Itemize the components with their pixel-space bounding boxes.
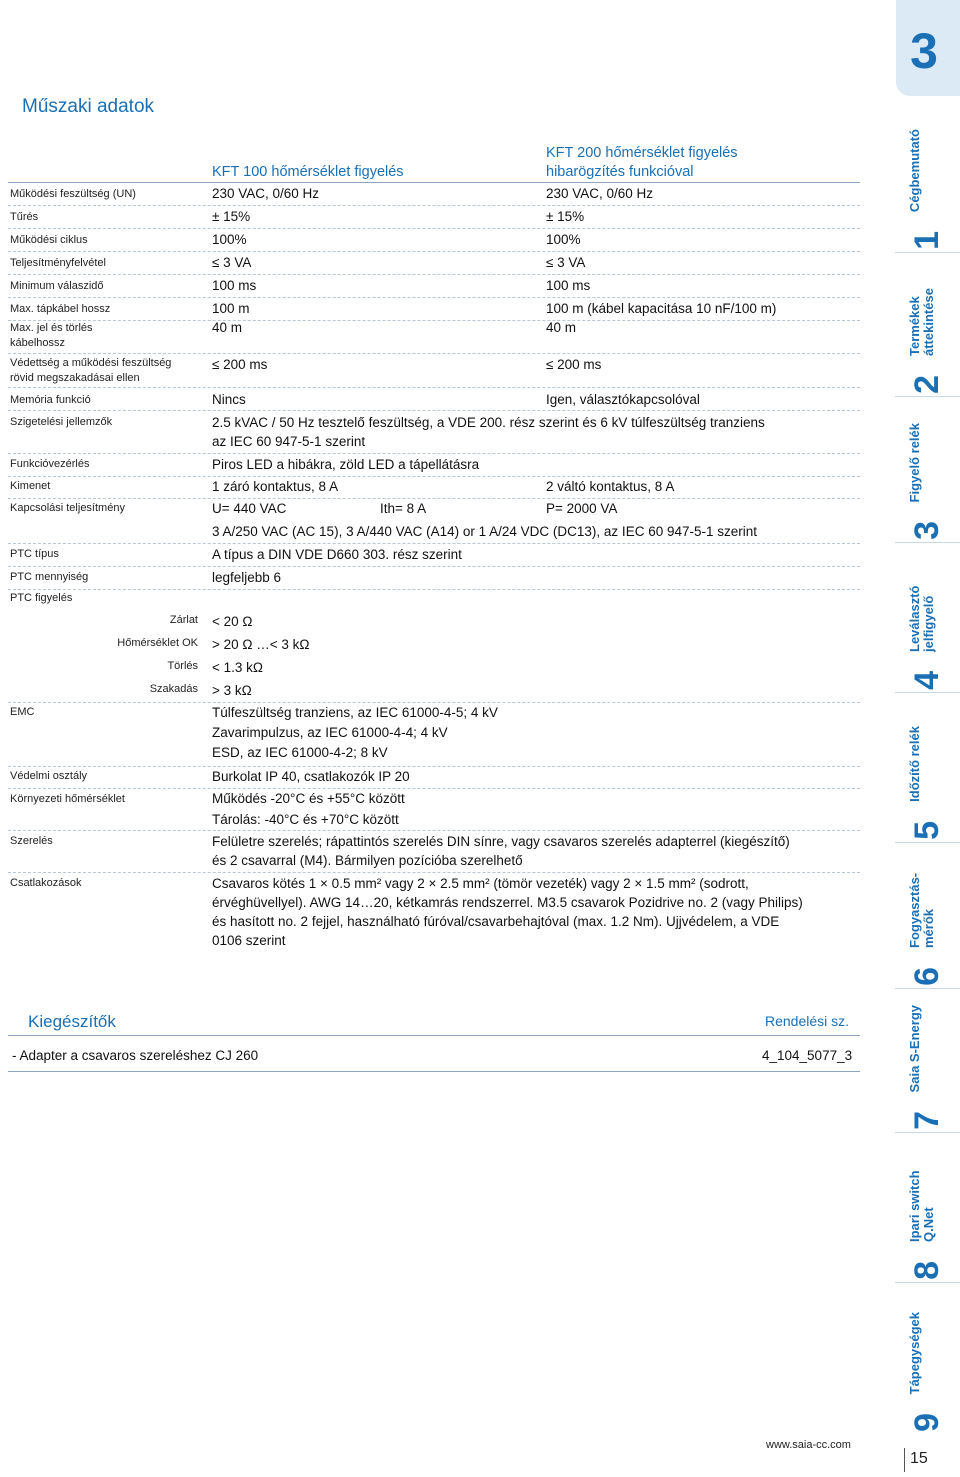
table-row bbox=[8, 252, 860, 275]
value: A típus a DIN VDE D660 303. rész szerint bbox=[212, 547, 462, 562]
tab-termekek[interactable] bbox=[896, 254, 960, 394]
tab-levalaszto[interactable] bbox=[896, 544, 960, 690]
table-row bbox=[8, 703, 860, 767]
value: Felületre szerelés; rápattintós szerelés DIN sínre, vagy csavaros szerelés adapterrel (kiegészítő) bbox=[212, 834, 790, 849]
row-label: Tűrés bbox=[10, 211, 39, 223]
value-kft100: 1 záró kontaktus, 8 A bbox=[212, 479, 339, 494]
tab-number: 8 bbox=[908, 1261, 946, 1280]
tab-number: 9 bbox=[908, 1413, 946, 1432]
table-row bbox=[8, 567, 860, 590]
tab-figyelo-relek[interactable] bbox=[896, 398, 960, 540]
value: Csavaros kötés 1 × 0.5 mm² vagy 2 × 2.5 mm² (tömör vezeték) vagy 2 × 1.5 mm² (sodrott, bbox=[212, 876, 749, 891]
value-kft100: 40 m bbox=[212, 320, 243, 335]
row-label: PTC mennyiség bbox=[10, 571, 89, 583]
row-label: Működési ciklus bbox=[10, 234, 88, 246]
row-label: Szerelés bbox=[10, 835, 53, 847]
tab-number: 7 bbox=[908, 1111, 946, 1130]
value-line2: érvéghüvellyel). AWG 14…20, kétkamrás rendszerrel. M3.5 csavarok Pozidrive no. 2 (vagy Philips) bbox=[212, 895, 803, 910]
table-row bbox=[8, 477, 860, 499]
value-kft200: 100 m (kábel kapacitása 10 nF/100 m) bbox=[546, 301, 777, 316]
table-row bbox=[8, 298, 860, 321]
row-label: Szigetelési jellemzők bbox=[10, 416, 113, 428]
row-label: Kapcsolási teljesítmény bbox=[10, 502, 125, 514]
value-line2: az IEC 60 947-5-1 szerint bbox=[212, 434, 366, 449]
value-line2: 3 A/250 VAC (AC 15), 3 A/440 VAC (A14) or 1 A/24 VDC (DC13), az IEC 60 947-5-1 szerint bbox=[212, 524, 758, 539]
column-header-kft200-line2: hibarögzítés funkcióval bbox=[546, 164, 694, 180]
tab-label: Időzítő relék bbox=[907, 726, 922, 802]
row-label: PTC típus bbox=[10, 548, 59, 560]
tab-label: Ipari switch Q.Net bbox=[907, 1170, 936, 1242]
section-title: Műszaki adatok bbox=[22, 96, 155, 117]
order-number-header: Rendelési sz. bbox=[765, 1013, 850, 1029]
value-kft100: ± 15% bbox=[212, 209, 251, 224]
tab-number: 6 bbox=[908, 967, 946, 986]
table-row bbox=[8, 183, 860, 206]
row-label: Környezeti hőmérséklet bbox=[10, 793, 125, 805]
row-label-line2: kábelhossz bbox=[10, 337, 66, 349]
table-row bbox=[8, 411, 860, 454]
tab-divider bbox=[895, 692, 960, 693]
table-row bbox=[8, 229, 860, 252]
tab-label: Cégbemutató bbox=[907, 128, 922, 212]
row-label: Memória funkció bbox=[10, 394, 91, 406]
table-row bbox=[8, 321, 860, 354]
value-line2: Tárolás: -40°C és +70°C között bbox=[212, 812, 399, 827]
value-line3: ESD, az IEC 61000-4-2; 8 kV bbox=[212, 745, 388, 760]
ptc-sub-label: Zárlat bbox=[169, 614, 198, 626]
tab-number: 2 bbox=[908, 375, 946, 394]
tab-divider bbox=[895, 542, 960, 543]
tab-divider bbox=[895, 252, 960, 253]
tab-number: 1 bbox=[908, 231, 946, 250]
tab-label: Saia S-Energy bbox=[907, 1004, 922, 1092]
accessory-code: 4_104_5077_3 bbox=[762, 1048, 853, 1063]
value-kft200: Igen, választókapcsolóval bbox=[546, 392, 700, 407]
row-label: Csatlakozások bbox=[10, 877, 82, 889]
ptc-sub-label: Szakadás bbox=[149, 683, 198, 695]
row-label: Teljesítményfelvétel bbox=[10, 257, 106, 269]
value-kft100: 230 VAC, 0/60 Hz bbox=[212, 186, 320, 201]
tab-divider bbox=[895, 396, 960, 397]
value: Túlfeszültség tranziens, az IEC 61000-4-5; 4 kV bbox=[212, 705, 498, 720]
value-power: P= 2000 VA bbox=[546, 501, 618, 516]
tab-idozito-relek[interactable] bbox=[896, 694, 960, 840]
table-row bbox=[8, 831, 860, 873]
value: Burkolat IP 40, csatlakozók IP 20 bbox=[212, 769, 410, 784]
row-label-line2: rövid megszakadásai ellen bbox=[10, 372, 140, 384]
accessory-row bbox=[8, 1043, 860, 1072]
tab-divider bbox=[895, 1132, 960, 1133]
row-label: Kimenet bbox=[10, 480, 51, 492]
table-row bbox=[8, 206, 860, 229]
tab-label: Fogyasztás-mérők bbox=[907, 872, 936, 948]
value-kft200: 230 VAC, 0/60 Hz bbox=[546, 186, 654, 201]
value-voltage: U= 440 VAC bbox=[212, 501, 287, 516]
row-label: Védelmi osztály bbox=[10, 770, 88, 782]
tab-tapegysegek[interactable] bbox=[896, 1284, 960, 1432]
value-line3: és hasított no. 2 fejjel, használható fúróval/csavarbehajtóval (max. 1.2 Nm). Ujjvédelem, a VDE bbox=[212, 914, 780, 929]
column-header-kft200-line1: KFT 200 hőmérséklet figyelés bbox=[546, 145, 738, 161]
tab-saia-s-energy[interactable] bbox=[896, 990, 960, 1130]
ptc-sub-value: > 3 kΩ bbox=[212, 683, 252, 698]
value-line4: 0106 szerint bbox=[212, 933, 286, 948]
value-current: Ith= 8 A bbox=[380, 501, 427, 516]
row-label: Védettség a működési feszültség bbox=[10, 357, 172, 369]
tab-number: 5 bbox=[908, 821, 946, 840]
value-kft200: 100% bbox=[546, 232, 581, 247]
row-label: Max. tápkábel hossz bbox=[10, 303, 111, 315]
row-label: EMC bbox=[10, 706, 35, 718]
table-row bbox=[8, 590, 860, 703]
table-row bbox=[8, 873, 860, 953]
value-kft100: 100 ms bbox=[212, 278, 257, 293]
value-kft200: ≤ 200 ms bbox=[546, 357, 602, 372]
active-chapter-number: 3 bbox=[910, 23, 938, 79]
table-row bbox=[8, 499, 860, 544]
value-kft100: ≤ 3 VA bbox=[212, 255, 252, 270]
table-row bbox=[8, 275, 860, 298]
page-number-divider bbox=[904, 1448, 905, 1472]
value-kft100: ≤ 200 ms bbox=[212, 357, 268, 372]
tab-number: 3 bbox=[908, 521, 946, 540]
tab-divider bbox=[895, 842, 960, 843]
tab-label: Leválasztó jelfigyelő bbox=[907, 585, 936, 652]
accessory-name: - Adapter a csavaros szereléshez CJ 260 bbox=[12, 1048, 259, 1063]
accessories-title: Kiegészítők bbox=[28, 1012, 116, 1031]
value-kft200: 40 m bbox=[546, 320, 577, 335]
table-row bbox=[8, 544, 860, 567]
value-line2: és 2 csavarral (M4). Bármilyen pozícióba szerelhető bbox=[212, 853, 523, 868]
row-label: Funkcióvezérlés bbox=[10, 458, 90, 470]
value-kft100: 100 m bbox=[212, 301, 250, 316]
table-row bbox=[8, 454, 860, 477]
column-header-kft100: KFT 100 hőmérséklet figyelés bbox=[212, 164, 404, 180]
table-row bbox=[8, 789, 860, 831]
table-row bbox=[8, 388, 860, 411]
value: Piros LED a hibákra, zöld LED a tápellátásra bbox=[212, 457, 480, 472]
tab-ipari-switch[interactable] bbox=[896, 1134, 960, 1280]
row-label: PTC figyelés bbox=[10, 592, 73, 604]
value-kft100: Nincs bbox=[212, 392, 246, 407]
value-kft200: ≤ 3 VA bbox=[546, 255, 586, 270]
tab-divider bbox=[895, 1282, 960, 1283]
tab-divider bbox=[895, 988, 960, 989]
value-kft200: ± 15% bbox=[546, 209, 585, 224]
value-kft200: 2 váltó kontaktus, 8 A bbox=[546, 479, 675, 494]
chapter-tabs bbox=[896, 0, 960, 1477]
table-row bbox=[8, 767, 860, 789]
ptc-sub-value: < 1.3 kΩ bbox=[212, 660, 263, 675]
value-kft200: 100 ms bbox=[546, 278, 591, 293]
tab-label: Termékek áttekintése bbox=[907, 288, 936, 356]
row-label: Működési feszültség (UN) bbox=[10, 188, 136, 200]
value: legfeljebb 6 bbox=[212, 570, 282, 585]
value: Működés -20°C és +55°C között bbox=[212, 791, 405, 806]
accessories-divider bbox=[8, 1034, 860, 1036]
footer-url[interactable]: www.saia-cc.com bbox=[766, 1439, 851, 1451]
page-number: 15 bbox=[910, 1450, 928, 1467]
tab-number: 4 bbox=[908, 671, 946, 690]
row-label: Max. jel és törlés bbox=[10, 322, 93, 334]
ptc-sub-label: Törlés bbox=[167, 660, 198, 672]
value: 2.5 kVAC / 50 Hz tesztelő feszültség, a VDE 200. rész szerint és 6 kV túlfeszültség tranziens bbox=[212, 415, 765, 430]
tab-label: Figyelő relék bbox=[907, 422, 922, 502]
ptc-sub-label: Hőmérséklet OK bbox=[117, 637, 198, 649]
ptc-sub-value: > 20 Ω …< 3 kΩ bbox=[212, 637, 310, 652]
tab-label: Tápegységek bbox=[907, 1311, 922, 1394]
ptc-sub-value: < 20 Ω bbox=[212, 614, 253, 629]
tab-cegbemutato[interactable] bbox=[896, 100, 960, 250]
value-line2: Zavarimpulzus, az IEC 61000-4-4; 4 kV bbox=[212, 725, 448, 740]
tab-fogyasztasmerok[interactable] bbox=[896, 844, 960, 986]
row-label: Minimum válaszidő bbox=[10, 280, 104, 292]
value-kft100: 100% bbox=[212, 232, 247, 247]
table-row bbox=[8, 354, 860, 388]
